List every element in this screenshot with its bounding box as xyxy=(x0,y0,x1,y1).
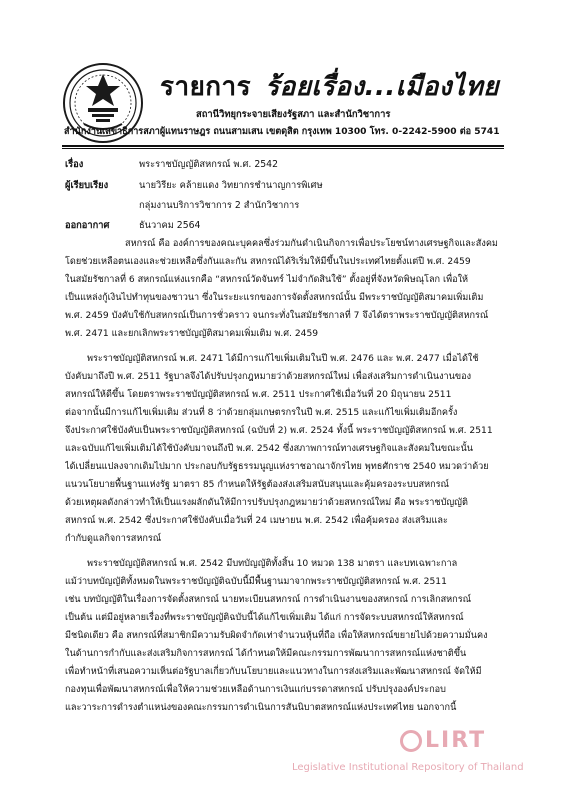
subject-label: เรื่อง xyxy=(65,159,84,170)
lirt-logo-text: LIRT xyxy=(425,728,487,753)
body-line: แม้ว่าบทบัญญัติทั้งหมดในพระราชบัญญัติฉบับนี้มีพื้นฐานมาจากพระราชบัญญัติสหกรณ์ พ.ศ. 2511 xyxy=(65,577,447,587)
body-line: พระราชบัญญัติสหกรณ์ พ.ศ. 2471 ได้มีการแก้ไขเพิ่มเติมในปี พ.ศ. 2476 และ พ.ศ. 2477 เมื่อได้ใช้ xyxy=(87,354,479,364)
organization-address: สำนักงานเลขาธิการสภาผู้แทนราษฎร ถนนสามเสน เขตดุสิต กรุงเทพ 10300 โทร. 0-2242-5900 ต่อ 5741 xyxy=(64,127,500,137)
body-line: กองทุนเพื่อพัฒนาสหกรณ์เพื่อให้ความช่วยเหลือด้านการเงินแก่บรรดาสหกรณ์ ปรับปรุงองค์ประกอบ xyxy=(65,685,446,695)
body-line: กำกับดูแลกิจการสหกรณ์ xyxy=(65,534,162,544)
body-line: พระราชบัญญัติสหกรณ์ พ.ศ. 2542 มีบทบัญญัติทั้งสิ้น 10 หมวด 138 มาตรา และบทเฉพาะกาล xyxy=(87,559,458,569)
body-line: จึงประกาศใช้บังคับเป็นพระราชบัญญัติสหกรณ์ (ฉบับที่ 2) พ.ศ. 2524 ทั้งนี้ พระราชบัญญัติสหกรณ์ พ.ศ. 2511 xyxy=(65,426,493,436)
body-line: ด้วยเหตุผลดังกล่าวทำให้เป็นแรงผลักดันให้มีการปรับปรุงกฎหมายว่าด้วยสหกรณ์ใหม่ คือ พระราชบัญญัติ xyxy=(65,498,468,508)
body-line: พ.ศ. 2471 และยกเลิกพระราชบัญญัติสมาคมเพิ่มเติม พ.ศ. 2459 xyxy=(65,329,319,339)
body-line: ในสมัยรัชกาลที่ 6 สหกรณ์แห่งแรกคือ “สหกรณ์วัดจันทร์ ไม่จำกัดสินใช้” ตั้งอยู่ที่จังหวัดพิษณุโลก เพื่อให้ xyxy=(65,275,469,285)
body-line: สหกรณ์ คือ องค์การของคณะบุคคลซึ่งร่วมกันดำเนินกิจการเพื่อประโยชน์ทางเศรษฐกิจและสังคม xyxy=(125,239,498,249)
airdate-value: ธันวาคม 2564 xyxy=(139,220,201,231)
program-title-main: ร้อยเรื่อง...เมืองไทย xyxy=(265,72,500,102)
paragraph-1 xyxy=(65,235,507,343)
body-line: เพื่อทำหน้าที่เสนอความเห็นต่อรัฐบาลเกี่ยวกับนโยบายและแนวทางในการส่งเสริมและพัฒนาสหกรณ์ จัดให้มี xyxy=(65,667,482,677)
header-divider-thick xyxy=(62,145,504,147)
body-line: ได้เปลี่ยนแปลงจากเดิมไปมาก ประกอบกับรัฐธรรมนูญแห่งราชอาณาจักรไทย พุทธศักราช 2540 หมวดว่าด้วย xyxy=(65,462,489,472)
program-title xyxy=(160,66,499,107)
article-body xyxy=(65,235,507,717)
body-line: เป็นแหล่งกู้เงินไปทำทุนของชาวนา ซึ่งในระยะแรกของการจัดตั้งสหกรณ์นั้น มีพระราชบัญญัติสมาคมเพิ่มเติม xyxy=(65,293,484,303)
body-line: และวาระการดำรงตำแหน่งของคณะกรรมการดำเนินการสันนิบาตสหกรณ์แห่งประเทศไทย นอกจากนี้ xyxy=(65,703,457,713)
program-title-prefix: รายการ xyxy=(160,72,252,102)
author-value: นายวิรียะ คล้ายแดง วิทยากรชำนาญการพิเศษ xyxy=(139,180,323,191)
body-line: โดยช่วยเหลือตนเองและช่วยเหลือซึ่งกันและกัน สหกรณ์ได้ริเริ่มให้มีขึ้นในประเทศไทยตั้งแต่ปี พ.ศ. 2459 xyxy=(65,257,471,267)
body-line: สหกรณ์ให้ดีขึ้น โดยตราพระราชบัญญัติสหกรณ์ พ.ศ. 2511 ประกาศใช้เมื่อวันที่ 20 มิถุนายน 2511 xyxy=(65,390,452,400)
body-line: บังคับมาถึงปี พ.ศ. 2511 รัฐบาลจึงได้ปรับปรุงกฎหมายว่าด้วยสหกรณ์ใหม่ เพื่อส่งเสริมการดำเนินงานของ xyxy=(65,372,472,382)
paragraph-2 xyxy=(65,350,507,548)
body-line: ในด้านการกำกับและส่งเสริมกิจการสหกรณ์ ได้กำหนดให้มีคณะกรรมการพัฒนาการสหกรณ์แห่งชาติขึ้น xyxy=(65,649,467,659)
body-line: สหกรณ์ พ.ศ. 2542 ซึ่งประกาศใช้บังคับเมื่อวันที่ 24 เมษายน พ.ศ. 2542 เพื่อคุ้มครอง ส่งเสริมและ xyxy=(65,516,448,526)
organization-line-1: สถานีวิทยุกระจายเสียงรัฐสภา และสำนักวิชาการ xyxy=(196,109,391,120)
body-line: แนวนโยบายพื้นฐานแห่งรัฐ มาตรา 85 กำหนดให้รัฐต้องส่งเสริมสนับสนุนและคุ้มครองระบบสหกรณ์ xyxy=(65,480,449,490)
header-divider-thin xyxy=(62,148,504,149)
airdate-label: ออกอากาศ xyxy=(65,220,110,231)
body-line: ต่อจากนั้นมีการแก้ไขเพิ่มเติม ส่วนที่ 8 ว่าด้วยกลุ่มเกษตรกรในปี พ.ศ. 2515 และแก้ไขเพิ่มเติมอีกครั้ง xyxy=(65,408,458,418)
body-line: เป็นต้น แต่มีอยู่หลายเรื่องที่พระราชบัญญัติฉบับนี้ได้แก้ไขเพิ่มเติม ได้แก่ การจัดระบบสหกรณ์ให้สหกรณ์ xyxy=(65,613,464,623)
repository-watermark xyxy=(292,728,524,773)
body-line: เช่น บทบัญญัติในเรื่องการจัดตั้งสหกรณ์ นายทะเบียนสหกรณ์ การดำเนินงานของสหกรณ์ การเลิกสหกรณ์ xyxy=(65,595,472,605)
author-label: ผู้เรียบเรียง xyxy=(65,180,109,191)
watermark-caption: Legislative Institutional Repository of Thailand xyxy=(292,762,524,773)
paragraph-3 xyxy=(65,555,507,717)
lirt-ring-icon xyxy=(400,730,422,752)
subject-value: พระราชบัญญัติสหกรณ์ พ.ศ. 2542 xyxy=(139,159,278,170)
body-line: มีชนิดเดียว คือ สหกรณ์ที่สมาชิกมีความรับผิดจำกัดเท่าจำนวนหุ้นที่ถือ เพื่อให้สหกรณ์ขยายไปด้วยความมั่นคง xyxy=(65,631,488,641)
author-department: กลุ่มงานบริการวิชาการ 2 สำนักวิชาการ xyxy=(139,200,300,211)
body-line: และฉบับแก้ไขเพิ่มเติมได้ใช้บังคับมาจนถึงปี พ.ศ. 2542 ซึ่งสภาพการณ์ทางเศรษฐกิจและสังคมในขณะนั้น xyxy=(65,444,473,454)
lirt-logo xyxy=(400,728,486,753)
body-line: พ.ศ. 2459 บังคับใช้กับสหกรณ์เป็นการชั่วคราว จนกระทั่งในสมัยรัชกาลที่ 7 จึงได้ตราพระราชบัญญัติสหกรณ์ xyxy=(65,311,489,321)
